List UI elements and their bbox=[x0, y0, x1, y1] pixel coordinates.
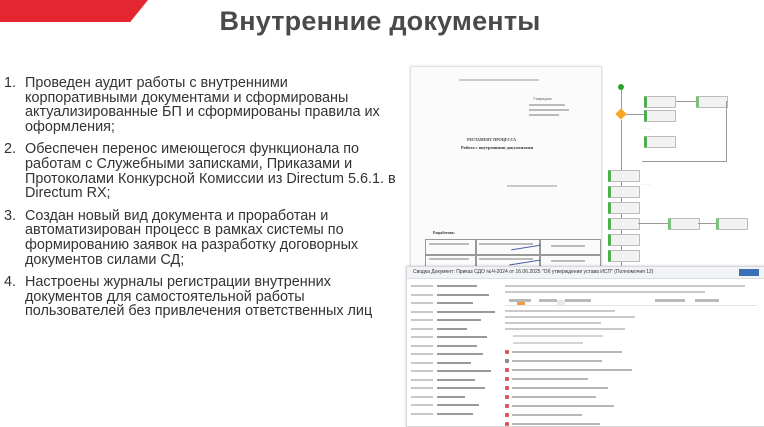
achievements-list bbox=[4, 76, 400, 327]
list-item-text: Обеспечен перенос имеющегося функционала по работам с Служебными записками, Приказами и Протоколами Конкурсной Комиссии из Directum 5.6.1. в Directum RX; bbox=[25, 141, 396, 202]
document-approve-label: Утверждено bbox=[533, 97, 552, 101]
list-item bbox=[4, 142, 400, 200]
list-item bbox=[4, 209, 400, 267]
list-item-text: Настроены журналы регистрации внутренних документов для самостоятельной работы пользователей без привлечения ответственных лиц bbox=[25, 274, 373, 320]
brand-corner-accent bbox=[0, 0, 148, 22]
document-reg-title: Работа с внутренними документами bbox=[461, 145, 534, 150]
document-developer-label: Разработчик: bbox=[433, 231, 455, 235]
directum-card-window-image bbox=[406, 266, 764, 427]
list-item-number: 4. bbox=[4, 274, 17, 291]
window-action-button bbox=[739, 269, 759, 276]
list-item-number: 3. bbox=[4, 207, 17, 224]
list-item-number: 1. bbox=[4, 75, 17, 91]
window-title-bar bbox=[407, 267, 764, 279]
list-item bbox=[4, 76, 400, 134]
workflow-diagram-image: ········· ········· bbox=[602, 78, 762, 264]
card-content-panel bbox=[505, 281, 757, 427]
card-properties-panel bbox=[411, 283, 501, 419]
list-item-number: 2. bbox=[4, 141, 17, 158]
window-title: Сводка Документ: Приказ СДО №Ч-2024 от 16.06.2025 "Об утверждении устава ИСП" (Полномочия 12) bbox=[413, 269, 654, 275]
slide-title: Внутренние документы bbox=[219, 6, 541, 36]
document-reg-label: РЕГЛАМЕНТ ПРОЦЕССА bbox=[467, 137, 517, 142]
list-item-text: Создан новый вид документа и проработан и автоматизирован процесс в рамках системы по формированию заявок на разработку договорных документов силами СД; bbox=[25, 207, 359, 268]
list-item-text: Проведен аудит работы с внутренними корпоративными документами и сформированы актуализированные БП и сформированы правила их оформления; bbox=[25, 75, 380, 135]
regulation-document-image bbox=[410, 66, 602, 280]
list-item bbox=[4, 275, 400, 319]
screenshots-collage bbox=[406, 64, 764, 425]
